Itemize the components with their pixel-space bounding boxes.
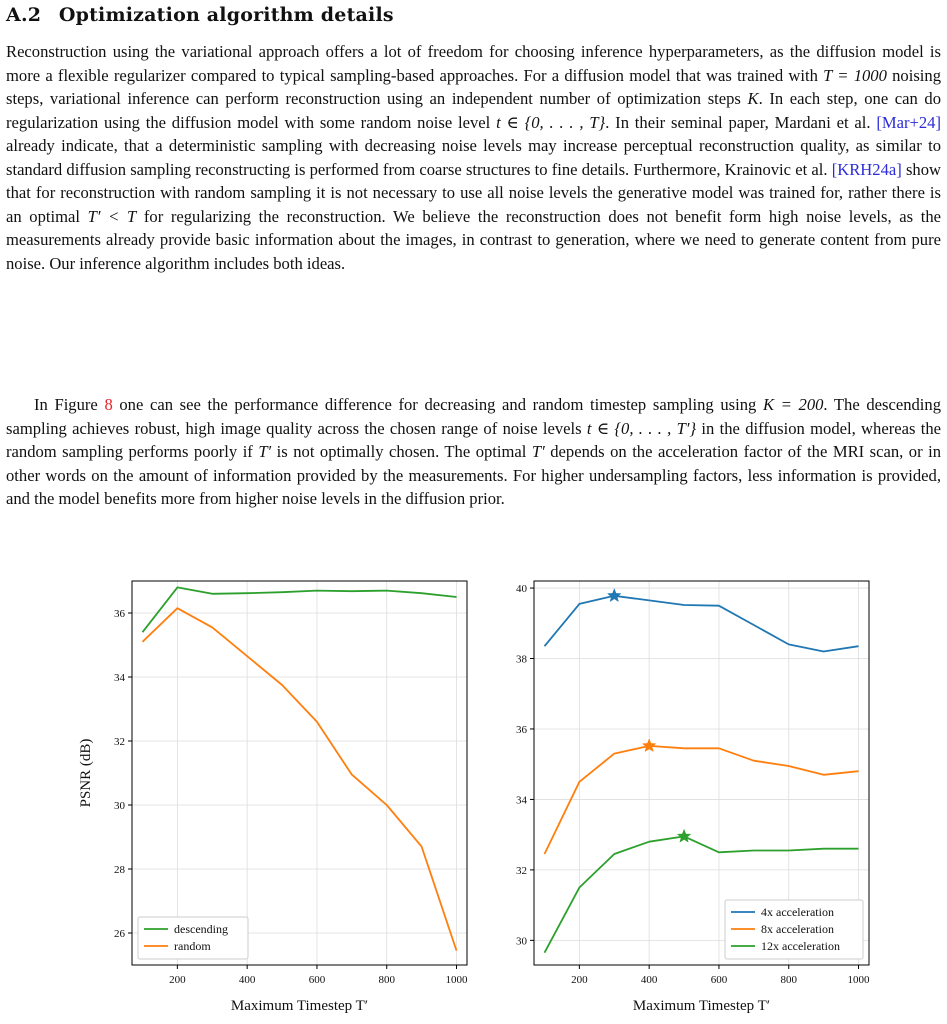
legend [138, 917, 248, 959]
tick-label-y: 34 [516, 794, 527, 807]
series-line-8x-acceleration [545, 746, 859, 854]
legend-label: 8x acceleration [761, 922, 834, 936]
section-number: A.2 [6, 4, 42, 26]
tick-label-y: 28 [114, 864, 125, 876]
best-marker-star [677, 829, 690, 842]
math-inline: T′ [258, 442, 272, 461]
legend [725, 900, 863, 959]
plot-frame [132, 581, 467, 965]
text-span: . The descending sampling achieves robust, high image quality across the chosen range of noise levels [6, 395, 942, 438]
text-span: noising steps, variational inference can perform reconstruction using an independent number of optimization steps [6, 65, 941, 108]
tick-label-x: 400 [238, 974, 256, 986]
text-span: . In their seminal paper, Mardani et al. [605, 112, 877, 132]
x-axis-label: Maximum Timestep T′ [632, 998, 771, 1014]
tick-label-x: 400 [640, 974, 658, 986]
tick-label-x: 600 [710, 974, 728, 986]
tick-label-y: 38 [516, 653, 527, 666]
series-line-random [143, 608, 457, 950]
math-inline: T′ [531, 442, 545, 461]
math-inline: T = 1000 [823, 65, 887, 85]
citation-link-krh24a[interactable]: [KRH24a] [831, 159, 902, 179]
tick-label-x: 1000 [445, 974, 468, 986]
legend-label: descending [174, 922, 228, 936]
tick-label-y: 34 [114, 672, 125, 684]
text-span: in the diffusion model, whereas the random sampling performs poorly if [6, 418, 941, 461]
tick-label-x: 600 [308, 974, 326, 986]
tick-label-x: 200 [571, 974, 588, 986]
tick-label-y: 32 [114, 736, 125, 748]
citation-link-mar24[interactable]: [Mar+24] [876, 112, 941, 132]
math-inline: t ∈ {0, . . . , T′} [586, 418, 697, 438]
math-inline: K = 200 [762, 395, 824, 414]
series-line-4x-acceleration [545, 596, 859, 652]
chart-2 [516, 581, 870, 1014]
legend-label: 12x acceleration [761, 939, 840, 953]
tick-label-y: 36 [114, 608, 125, 620]
tick-label-x: 200 [169, 974, 186, 986]
section-title: Optimization algorithm details [58, 4, 394, 26]
text-span: is not optimally chosen. The optimal [271, 442, 532, 461]
text-span: Reconstruction using the variational approach offers a lot of freedom for choosing inference hyperparameters, as the diffusion model is more a flexible regularizer compared to typical sampling-based approaches. For a diffusion model that was trained with [6, 42, 941, 85]
x-axis-label: Maximum Timestep T′ [230, 998, 369, 1014]
tick-label-y: 40 [516, 583, 527, 596]
math-inline: t ∈ {0, . . . , T} [496, 112, 606, 132]
tick-label-y: 32 [516, 864, 527, 877]
math-inline: K [747, 89, 759, 108]
text-span: for regularizing the reconstruction. We believe the reconstruction does not benefit form high noise levels, as the measurements already provide basic information about the images, in contrast to generation, where we need to generate content from pure noise. Our inference algorithm includes both ideas. [6, 206, 941, 273]
math-inline: T′ < T [87, 206, 137, 226]
tick-label-x: 1000 [847, 974, 870, 986]
text-span: depends on the acceleration factor of the MRI scan, or in other words on the amount of information provided by the measurements. For higher undersampling factors, less information is provided, and the model benefits more from higher noise levels in the diffusion prior. [6, 442, 941, 508]
tick-label-x: 800 [378, 974, 395, 986]
best-marker-star [608, 589, 621, 602]
text-span: already indicate, that a deterministic sampling with decreasing noise levels may increase perceptual reconstruction quality, as similar to standard diffusion sampling reconstructing is performed from coarse structures to fine details. Furthermore, Krainovic et al. [6, 136, 941, 179]
text-span: show that for reconstruction with random sampling it is not necessary to use all noise levels the generative model was trained for, rather there is an optimal [6, 159, 941, 226]
figure-ref-link[interactable]: 8 [104, 395, 113, 414]
tick-label-y: 30 [114, 800, 125, 812]
legend-label: 4x acceleration [761, 905, 834, 919]
text-span: one can see the performance difference for decreasing and random timestep sampling using [112, 395, 763, 414]
tick-label-y: 36 [516, 723, 527, 736]
chart-1 [78, 581, 468, 1014]
legend-label: random [174, 939, 211, 953]
y-axis-label: PSNR (dB) [78, 738, 94, 808]
tick-label-y: 30 [516, 935, 527, 948]
text-span: In Figure [34, 395, 105, 414]
tick-label-y: 26 [114, 928, 125, 940]
text-span: . In each step, one can do regularization using the diffusion model with some random noise level [6, 89, 941, 132]
series-line-descending [143, 587, 457, 632]
tick-label-x: 800 [780, 974, 797, 986]
